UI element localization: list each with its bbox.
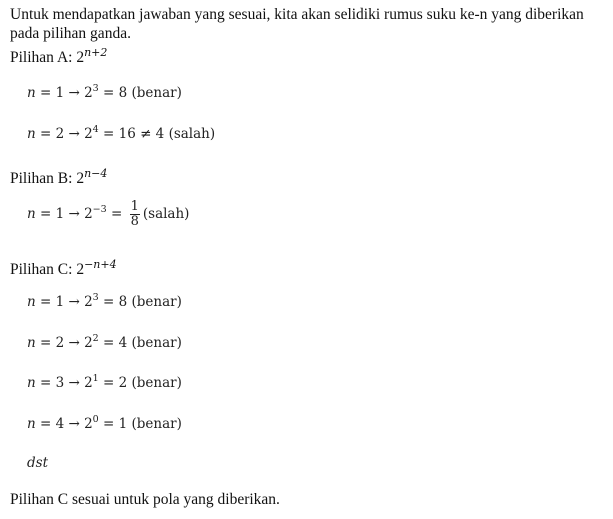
conclusion: Pilihan C sesuai untuk pola yang diberikan. xyxy=(10,491,280,508)
option-c-row-1: $n = 1 \to 2^3 = 8$ (benar) xyxy=(27,292,182,310)
option-a-row-2: $n = 2 \to 2^4 = 16 \ne 4$ (salah) xyxy=(27,124,216,142)
option-b-row-1: $n = 1 \to 2^{-3}$ = $\frac{1}{8}$ (salah) xyxy=(27,199,190,229)
fraction: $\frac{1}{8}$ xyxy=(130,199,139,229)
option-a-row-1: $n = 1 \to 2^3 = 8$ (benar) xyxy=(27,83,182,101)
etc-text: dst xyxy=(27,455,48,471)
option-formula: $2^{n+2}$ xyxy=(76,46,108,66)
option-c-heading xyxy=(10,256,117,279)
option-formula: $2^{-n+4}$ xyxy=(76,258,117,278)
option-formula: $2^{n-4}$ xyxy=(76,167,108,187)
option-a-heading xyxy=(10,44,107,67)
intro-line-2: pada pilihan ganda. xyxy=(10,25,131,42)
option-c-row-3: $n = 3 \to 2^1 = 2$ (benar) xyxy=(27,373,182,391)
option-c-row-2: $n = 2 \to 2^2 = 4$ (benar) xyxy=(27,333,182,351)
option-label: Pilihan C: xyxy=(10,261,73,278)
option-c-row-4: $n = 4 \to 2^0 = 1$ (benar) xyxy=(27,414,182,432)
intro-line-1: Untuk mendapatkan jawaban yang sesuai, kita akan selidiki rumus suku ke-n yang diberikan xyxy=(10,6,584,23)
option-label: Pilihan B: xyxy=(10,170,73,187)
option-label: Pilihan A: xyxy=(10,49,73,66)
option-b-heading xyxy=(10,165,107,188)
